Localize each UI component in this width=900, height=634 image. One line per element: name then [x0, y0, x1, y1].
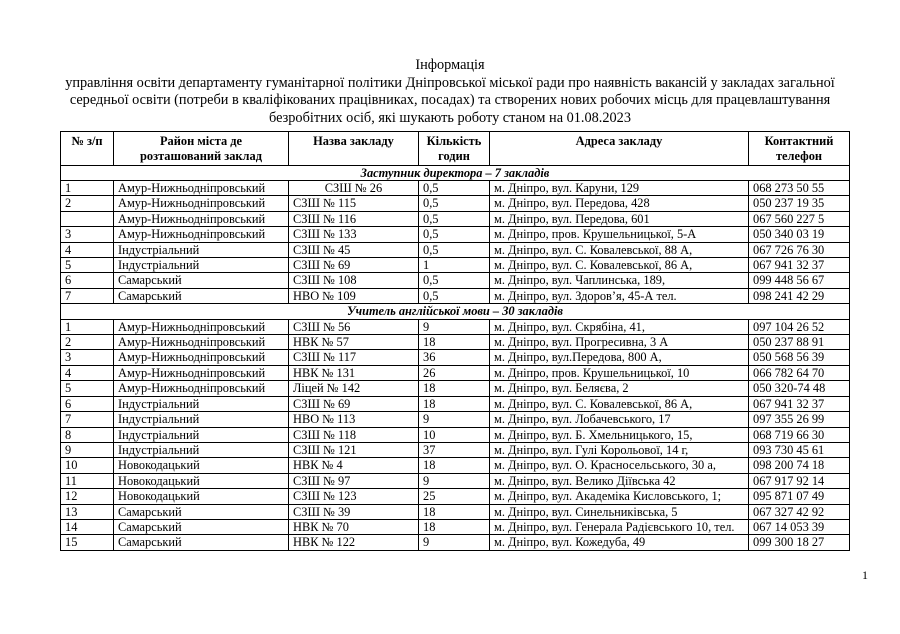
- cell-num: 5: [61, 381, 114, 396]
- cell-district: Індустріальний: [114, 242, 289, 257]
- vacancies-table: [60, 131, 850, 551]
- cell-school: СЗШ № 121: [289, 442, 419, 457]
- table-row: [61, 381, 850, 396]
- section-header-row: [61, 165, 850, 180]
- cell-hours: 18: [419, 381, 490, 396]
- heading-line: безробітних осіб, які шукають роботу станом на 01.08.2023: [269, 109, 631, 126]
- heading-line: управління освіти департаменту гуманітарної політики Дніпровської міської ради про наявність вакансій у закладах загальної: [65, 74, 835, 91]
- cell-address: м. Дніпро, пров. Крушельницької, 5-А: [490, 227, 749, 242]
- cell-hours: 0,5: [419, 196, 490, 211]
- table-row: [61, 427, 850, 442]
- cell-phone: 095 871 07 49: [749, 489, 850, 504]
- cell-address: м. Дніпро, вул. Велико Діївська 42: [490, 473, 749, 488]
- column-header-phone: Контактний телефон: [749, 132, 850, 166]
- cell-address: м. Дніпро, вул.Передова, 800 А,: [490, 350, 749, 365]
- cell-school: НВК № 122: [289, 535, 419, 550]
- table-row: [61, 319, 850, 334]
- page-number: 1: [862, 568, 868, 582]
- cell-phone: 067 327 42 92: [749, 504, 850, 519]
- cell-school: СЗШ № 133: [289, 227, 419, 242]
- table-row: [61, 504, 850, 519]
- cell-address: м. Дніпро, вул. Б. Хмельницького, 15,: [490, 427, 749, 442]
- cell-school: Ліцей № 142: [289, 381, 419, 396]
- heading-line: середньої освіти (потреби в кваліфікованих працівниках, посадах) та створених нових робочих місць для працевлаштування: [69, 92, 831, 109]
- cell-phone: 050 237 19 35: [749, 196, 850, 211]
- cell-phone: 050 340 03 19: [749, 227, 850, 242]
- table-row: [61, 458, 850, 473]
- cell-phone: 097 104 26 52: [749, 319, 850, 334]
- cell-hours: 10: [419, 427, 490, 442]
- cell-phone: 068 273 50 55: [749, 181, 850, 196]
- section-header-row: [61, 304, 850, 319]
- cell-num: 4: [61, 365, 114, 380]
- section-title: Заступник директора – 7 закладів: [61, 165, 850, 180]
- section-title: Учитель англійської мови – 30 закладів: [61, 304, 850, 319]
- cell-school: НВК № 131: [289, 365, 419, 380]
- cell-district: Індустріальний: [114, 427, 289, 442]
- cell-address: м. Дніпро, вул. С. Ковалевської, 88 А,: [490, 242, 749, 257]
- cell-address: м. Дніпро, вул. Скрябіна, 41,: [490, 319, 749, 334]
- table-row: [61, 396, 850, 411]
- cell-district: Індустріальний: [114, 396, 289, 411]
- cell-school: СЗШ № 116: [289, 211, 419, 226]
- table-row: [61, 227, 850, 242]
- cell-phone: 099 300 18 27: [749, 535, 850, 550]
- cell-hours: 0,5: [419, 227, 490, 242]
- table-row: [61, 211, 850, 226]
- table-row: [61, 442, 850, 457]
- cell-hours: 0,5: [419, 288, 490, 303]
- cell-school: НВК № 4: [289, 458, 419, 473]
- cell-address: м. Дніпро, вул. Здоров’я, 45-А тел.: [490, 288, 749, 303]
- cell-phone: 098 241 42 29: [749, 288, 850, 303]
- cell-hours: 0,5: [419, 242, 490, 257]
- cell-district: Амур-Нижньодніпровський: [114, 196, 289, 211]
- table-body: [61, 165, 850, 550]
- column-header-num: № з/п: [61, 132, 114, 166]
- cell-phone: 050 568 56 39: [749, 350, 850, 365]
- cell-phone: 067 726 76 30: [749, 242, 850, 257]
- cell-num: [61, 211, 114, 226]
- cell-address: м. Дніпро, вул. Каруни, 129: [490, 181, 749, 196]
- cell-phone: 067 14 053 39: [749, 519, 850, 534]
- table-row: [61, 242, 850, 257]
- cell-num: 3: [61, 350, 114, 365]
- cell-address: м. Дніпро, вул. Лобачевського, 17: [490, 412, 749, 427]
- cell-hours: 9: [419, 319, 490, 334]
- cell-num: 7: [61, 412, 114, 427]
- table-row: [61, 473, 850, 488]
- cell-school: СЗШ № 26: [289, 181, 419, 196]
- table-row: [61, 489, 850, 504]
- cell-school: СЗШ № 97: [289, 473, 419, 488]
- cell-district: Індустріальний: [114, 412, 289, 427]
- cell-hours: 25: [419, 489, 490, 504]
- cell-num: 6: [61, 396, 114, 411]
- cell-address: м. Дніпро, пров. Крушельницької, 10: [490, 365, 749, 380]
- table-row: [61, 535, 850, 550]
- cell-school: НВО № 113: [289, 412, 419, 427]
- cell-district: Самарський: [114, 273, 289, 288]
- table-row: [61, 350, 850, 365]
- table-row: [61, 519, 850, 534]
- table-row: [61, 181, 850, 196]
- cell-num: 6: [61, 273, 114, 288]
- cell-phone: 066 782 64 70: [749, 365, 850, 380]
- cell-address: м. Дніпро, вул. Генерала Радієвського 10, тел.: [490, 519, 749, 534]
- cell-hours: 1: [419, 258, 490, 273]
- heading-title: Інформація: [415, 57, 485, 73]
- cell-hours: 0,5: [419, 181, 490, 196]
- cell-num: 5: [61, 258, 114, 273]
- cell-school: НВК № 57: [289, 335, 419, 350]
- cell-school: НВК № 70: [289, 519, 419, 534]
- cell-num: 12: [61, 489, 114, 504]
- cell-address: м. Дніпро, вул. Беляєва, 2: [490, 381, 749, 396]
- cell-school: СЗШ № 69: [289, 396, 419, 411]
- cell-num: 11: [61, 473, 114, 488]
- cell-hours: 18: [419, 504, 490, 519]
- cell-num: 9: [61, 442, 114, 457]
- cell-hours: 9: [419, 535, 490, 550]
- cell-district: Амур-Нижньодніпровський: [114, 381, 289, 396]
- cell-hours: 26: [419, 365, 490, 380]
- cell-school: СЗШ № 45: [289, 242, 419, 257]
- cell-district: Новокодацький: [114, 489, 289, 504]
- cell-hours: 0,5: [419, 273, 490, 288]
- cell-num: 13: [61, 504, 114, 519]
- cell-hours: 9: [419, 473, 490, 488]
- cell-hours: 36: [419, 350, 490, 365]
- cell-address: м. Дніпро, вул. С. Ковалевської, 86 А,: [490, 258, 749, 273]
- cell-district: Амур-Нижньодніпровський: [114, 211, 289, 226]
- cell-hours: 9: [419, 412, 490, 427]
- cell-district: Самарський: [114, 519, 289, 534]
- cell-num: 4: [61, 242, 114, 257]
- table-header-row: [61, 132, 850, 166]
- cell-phone: 068 719 66 30: [749, 427, 850, 442]
- table-row: [61, 335, 850, 350]
- cell-school: СЗШ № 69: [289, 258, 419, 273]
- column-header-school: Назва закладу: [289, 132, 419, 166]
- cell-district: Амур-Нижньодніпровський: [114, 335, 289, 350]
- cell-phone: 067 560 227 5: [749, 211, 850, 226]
- cell-school: СЗШ № 56: [289, 319, 419, 334]
- cell-num: 2: [61, 335, 114, 350]
- document-heading: [40, 57, 860, 127]
- cell-phone: 050 320-74 48: [749, 381, 850, 396]
- cell-address: м. Дніпро, вул. Чаплинська, 189,: [490, 273, 749, 288]
- table-row: [61, 196, 850, 211]
- cell-district: Амур-Нижньодніпровський: [114, 181, 289, 196]
- cell-district: Амур-Нижньодніпровський: [114, 365, 289, 380]
- cell-num: 7: [61, 288, 114, 303]
- column-header-address: Адреса закладу: [490, 132, 749, 166]
- cell-phone: 093 730 45 61: [749, 442, 850, 457]
- cell-hours: 18: [419, 335, 490, 350]
- cell-hours: 18: [419, 396, 490, 411]
- cell-district: Новокодацький: [114, 473, 289, 488]
- cell-address: м. Дніпро, вул. Передова, 428: [490, 196, 749, 211]
- cell-num: 15: [61, 535, 114, 550]
- cell-phone: 067 941 32 37: [749, 396, 850, 411]
- cell-address: м. Дніпро, вул. Гулі Корольової, 14 г,: [490, 442, 749, 457]
- cell-num: 2: [61, 196, 114, 211]
- column-header-district: Район міста де розташований заклад: [114, 132, 289, 166]
- cell-district: Самарський: [114, 535, 289, 550]
- cell-num: 8: [61, 427, 114, 442]
- cell-school: СЗШ № 118: [289, 427, 419, 442]
- cell-address: м. Дніпро, вул. Кожедуба, 49: [490, 535, 749, 550]
- cell-hours: 0,5: [419, 211, 490, 226]
- cell-district: Амур-Нижньодніпровський: [114, 350, 289, 365]
- cell-phone: 098 200 74 18: [749, 458, 850, 473]
- cell-school: СЗШ № 108: [289, 273, 419, 288]
- cell-address: м. Дніпро, вул. Синельниківська, 5: [490, 504, 749, 519]
- cell-num: 3: [61, 227, 114, 242]
- table-row: [61, 412, 850, 427]
- cell-district: Новокодацький: [114, 458, 289, 473]
- table-row: [61, 273, 850, 288]
- cell-address: м. Дніпро, вул. Академіка Кисловського, 1;: [490, 489, 749, 504]
- cell-district: Самарський: [114, 504, 289, 519]
- cell-address: м. Дніпро, вул. С. Ковалевської, 86 А,: [490, 396, 749, 411]
- cell-school: СЗШ № 123: [289, 489, 419, 504]
- cell-district: Індустріальний: [114, 258, 289, 273]
- cell-address: м. Дніпро, вул. Прогресивна, 3 А: [490, 335, 749, 350]
- cell-hours: 37: [419, 442, 490, 457]
- column-header-hours: Кількість годин: [419, 132, 490, 166]
- cell-school: НВО № 109: [289, 288, 419, 303]
- cell-school: СЗШ № 115: [289, 196, 419, 211]
- cell-district: Амур-Нижньодніпровський: [114, 227, 289, 242]
- table-row: [61, 288, 850, 303]
- cell-district: Самарський: [114, 288, 289, 303]
- cell-num: 1: [61, 319, 114, 334]
- cell-address: м. Дніпро, вул. Передова, 601: [490, 211, 749, 226]
- cell-district: Індустріальний: [114, 442, 289, 457]
- cell-num: 10: [61, 458, 114, 473]
- cell-hours: 18: [419, 458, 490, 473]
- cell-phone: 067 917 92 14: [749, 473, 850, 488]
- cell-school: СЗШ № 39: [289, 504, 419, 519]
- table-row: [61, 365, 850, 380]
- cell-phone: 097 355 26 99: [749, 412, 850, 427]
- cell-phone: 099 448 56 67: [749, 273, 850, 288]
- cell-address: м. Дніпро, вул. О. Красносельського, 30 а,: [490, 458, 749, 473]
- table-row: [61, 258, 850, 273]
- cell-phone: 050 237 88 91: [749, 335, 850, 350]
- cell-num: 1: [61, 181, 114, 196]
- cell-hours: 18: [419, 519, 490, 534]
- cell-school: СЗШ № 117: [289, 350, 419, 365]
- cell-district: Амур-Нижньодніпровський: [114, 319, 289, 334]
- cell-num: 14: [61, 519, 114, 534]
- cell-phone: 067 941 32 37: [749, 258, 850, 273]
